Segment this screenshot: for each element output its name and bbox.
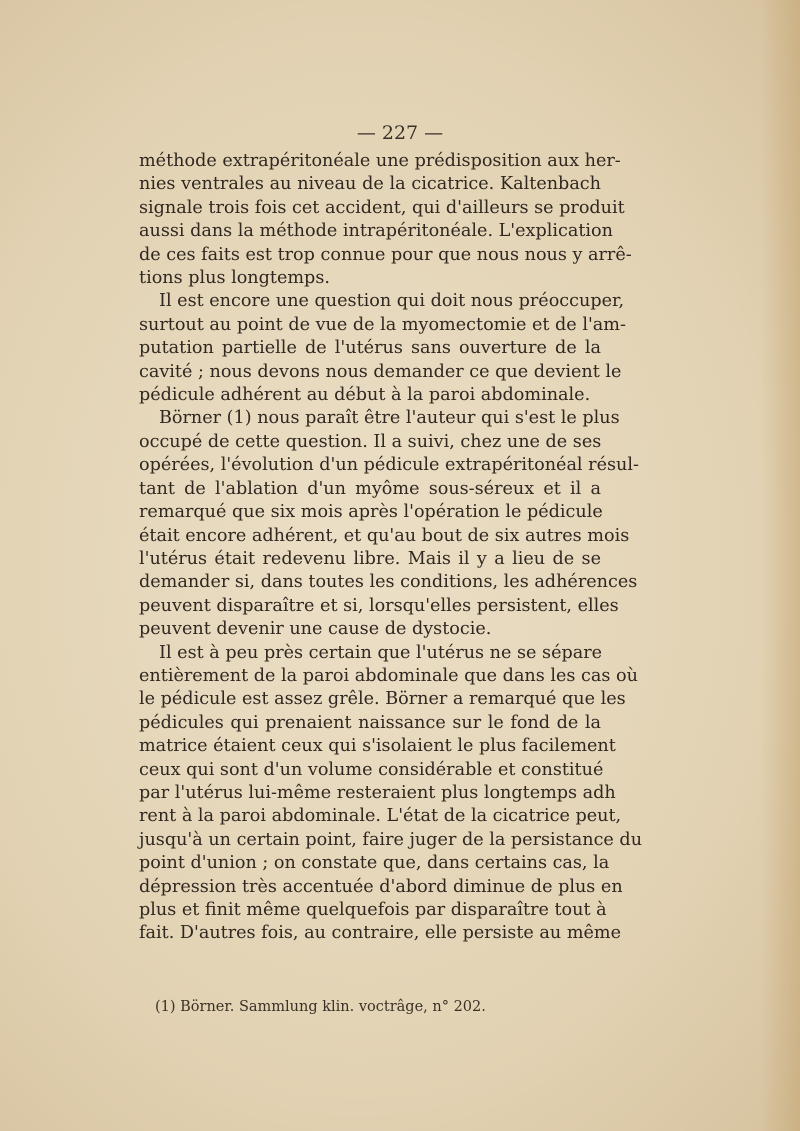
page-edge-shadow	[760, 0, 800, 1131]
text-line: putation partielle de l'utérus sans ouverture de la	[139, 338, 601, 359]
text-line: méthode extrapéritonéale une prédisposition aux her-	[139, 151, 621, 171]
text-line: pédicule adhérent au début à la paroi abdominale.	[139, 385, 591, 406]
text-line: entièrement de la paroi abdominale que dans les cas où	[139, 665, 638, 686]
paragraph	[139, 290, 626, 407]
page-number: — 227 —	[356, 122, 444, 144]
body-text	[139, 150, 643, 946]
text-line: nies ventrales au niveau de la cicatrice. Kaltenbach	[139, 174, 601, 195]
text-line: matrice étaient ceux qui s'isolaient le plus facilement	[139, 736, 616, 757]
text-line: jusqu'à un certain point, faire juger de la persistance du	[139, 829, 643, 850]
text-line: fait. D'autres fois, au contraire, elle persiste au même	[139, 923, 622, 944]
text-line: Börner (1) nous paraît être l'auteur qui s'est le plus	[159, 408, 620, 429]
text-line: de ces faits est trop connue pour que nous nous y arrê-	[139, 244, 632, 265]
text-line: signale trois fois cet accident, qui d'ailleurs se produit	[139, 197, 625, 218]
text-line: aussi dans la méthode intrapéritonéale. L'explication	[139, 221, 613, 242]
text-line: tions plus longtemps.	[139, 268, 330, 289]
text-line: demander si, dans toutes les conditions, les adhérences	[139, 572, 638, 593]
text-line: pédicules qui prenaient naissance sur le fond de la	[139, 712, 601, 733]
text-line: peuvent disparaître et si, lorsqu'elles persistent, elles	[139, 595, 619, 616]
footnote: (1) Börner. Sammlung klin. voctrâge, n° 202.	[155, 999, 486, 1015]
text-line: dépression très accentuée d'abord diminue de plus en	[139, 876, 623, 897]
text-line: point d'union ; on constate que, dans certains cas, la	[139, 853, 610, 874]
text-line: Il est à peu près certain que l'utérus ne se sépare	[159, 642, 603, 663]
text-line: remarqué que six mois après l'opération le pédicule	[139, 502, 603, 523]
text-line: opérées, l'évolution d'un pédicule extrapéritonéal résul-	[139, 455, 639, 476]
text-line: ceux qui sont d'un volume considérable et constitué	[139, 759, 604, 780]
text-line: cavité ; nous devons nous demander ce que devient le	[139, 361, 622, 382]
text-line: Il est encore une question qui doit nous préoccuper,	[159, 291, 625, 312]
text-line: tant de l'ablation d'un myôme sous-séreux et il a	[139, 478, 601, 499]
text-line: rent à la paroi abdominale. L'état de la cicatrice peut,	[139, 806, 622, 827]
text-line: était encore adhérent, et qu'au bout de six autres mois	[139, 525, 630, 546]
paragraph	[139, 642, 643, 946]
text-line: occupé de cette question. Il a suivi, chez une de ses	[139, 431, 602, 452]
text-line: surtout au point de vue de la myomectomie et de l'am-	[139, 314, 626, 335]
text-line: par l'utérus lui-même resteraient plus longtemps adh	[139, 782, 616, 803]
text-line: peuvent devenir une cause de dystocie.	[139, 619, 492, 640]
text-line: l'utérus était redevenu libre. Mais il y a lieu de se	[139, 548, 601, 569]
text-line: plus et finit même quelquefois par disparaître tout à	[139, 900, 607, 920]
paragraph	[139, 407, 639, 641]
paragraph	[139, 150, 632, 290]
text-line: le pédicule est assez grêle. Börner a remarqué que les	[139, 689, 626, 710]
